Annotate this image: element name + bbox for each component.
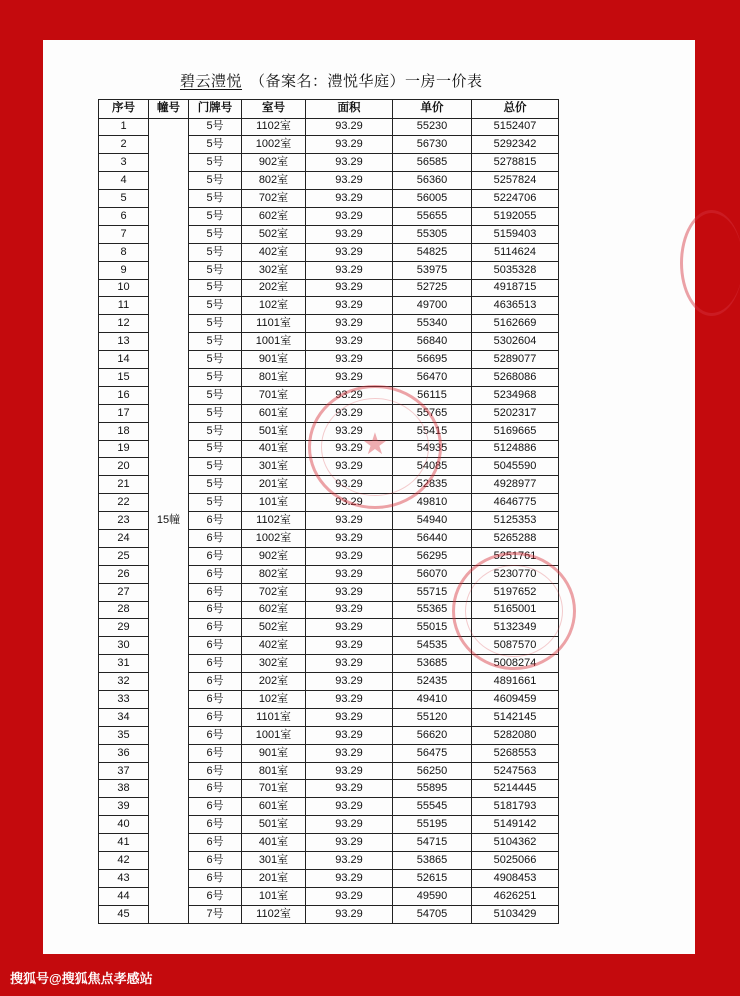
- cell-area: 93.29: [306, 529, 393, 547]
- header-unit-price: 单价: [393, 100, 472, 119]
- cell-seq: 29: [99, 619, 149, 637]
- official-seal-stamp: [452, 552, 576, 670]
- cell-room: 501室: [242, 422, 306, 440]
- cell-seq: 25: [99, 547, 149, 565]
- cell-seq: 9: [99, 261, 149, 279]
- cell-total-price: 5289077: [472, 351, 559, 369]
- cell-area: 93.29: [306, 565, 393, 583]
- cell-unit-price: 55015: [393, 619, 472, 637]
- cell-area: 93.29: [306, 905, 393, 923]
- cell-unit-price: 56585: [393, 154, 472, 172]
- cell-seq: 12: [99, 315, 149, 333]
- cell-unit-price: 54940: [393, 512, 472, 530]
- cell-area: 93.29: [306, 655, 393, 673]
- cell-seq: 17: [99, 404, 149, 422]
- cell-area: 93.29: [306, 816, 393, 834]
- cell-area: 93.29: [306, 225, 393, 243]
- cell-seq: 37: [99, 762, 149, 780]
- cell-area: 93.29: [306, 726, 393, 744]
- cell-seq: 23: [99, 512, 149, 530]
- cell-area: 93.29: [306, 708, 393, 726]
- cell-unit-price: 49410: [393, 691, 472, 709]
- cell-total-price: 5159403: [472, 225, 559, 243]
- cell-total-price: 4609459: [472, 691, 559, 709]
- cell-total-price: 5169665: [472, 422, 559, 440]
- header-seq: 序号: [99, 100, 149, 119]
- cell-door: 5号: [189, 440, 242, 458]
- cell-door: 6号: [189, 619, 242, 637]
- cell-unit-price: 54935: [393, 440, 472, 458]
- cell-seq: 20: [99, 458, 149, 476]
- cell-seq: 24: [99, 529, 149, 547]
- cell-area: 93.29: [306, 601, 393, 619]
- cell-unit-price: 55545: [393, 798, 472, 816]
- cell-total-price: 5152407: [472, 118, 559, 136]
- cell-unit-price: 56005: [393, 190, 472, 208]
- cell-area: 93.29: [306, 154, 393, 172]
- cell-door: 6号: [189, 565, 242, 583]
- cell-unit-price: 53975: [393, 261, 472, 279]
- cell-total-price: 5202317: [472, 404, 559, 422]
- official-seal-stamp: ★: [308, 385, 442, 509]
- cell-seq: 8: [99, 243, 149, 261]
- cell-area: 93.29: [306, 190, 393, 208]
- cell-door: 6号: [189, 780, 242, 798]
- cell-total-price: 5103429: [472, 905, 559, 923]
- cell-total-price: 5214445: [472, 780, 559, 798]
- cell-seq: 44: [99, 887, 149, 905]
- cell-room: 101室: [242, 494, 306, 512]
- cell-area: 93.29: [306, 368, 393, 386]
- cell-door: 5号: [189, 386, 242, 404]
- record-name: （备案名：澧悦华庭）一房一价表: [250, 73, 483, 90]
- cell-unit-price: 49700: [393, 297, 472, 315]
- cell-room: 801室: [242, 762, 306, 780]
- cell-unit-price: 49590: [393, 887, 472, 905]
- cell-building: 15幢: [149, 118, 189, 923]
- cell-room: 1101室: [242, 708, 306, 726]
- cell-seq: 16: [99, 386, 149, 404]
- cell-unit-price: 52615: [393, 869, 472, 887]
- cell-door: 5号: [189, 154, 242, 172]
- price-table: [98, 99, 559, 924]
- cell-seq: 35: [99, 726, 149, 744]
- table-body: [99, 118, 559, 923]
- cell-total-price: 4928977: [472, 476, 559, 494]
- cell-door: 5号: [189, 458, 242, 476]
- cell-total-price: 5025066: [472, 852, 559, 870]
- cell-total-price: 5008274: [472, 655, 559, 673]
- cell-total-price: 5114624: [472, 243, 559, 261]
- cell-area: 93.29: [306, 834, 393, 852]
- cell-room: 602室: [242, 207, 306, 225]
- cell-seq: 21: [99, 476, 149, 494]
- cell-seq: 14: [99, 351, 149, 369]
- document-title: [150, 70, 550, 91]
- cell-seq: 2: [99, 136, 149, 154]
- cell-area: 93.29: [306, 422, 393, 440]
- cell-room: 902室: [242, 547, 306, 565]
- cell-seq: 32: [99, 673, 149, 691]
- cell-seq: 30: [99, 637, 149, 655]
- cell-room: 1101室: [242, 315, 306, 333]
- cell-area: 93.29: [306, 440, 393, 458]
- cell-area: 93.29: [306, 333, 393, 351]
- cell-room: 102室: [242, 297, 306, 315]
- cell-unit-price: 54715: [393, 834, 472, 852]
- cell-seq: 40: [99, 816, 149, 834]
- cell-total-price: 5045590: [472, 458, 559, 476]
- cell-area: 93.29: [306, 673, 393, 691]
- cell-seq: 34: [99, 708, 149, 726]
- table-header-row: [99, 100, 559, 119]
- cell-room: 802室: [242, 565, 306, 583]
- cell-seq: 38: [99, 780, 149, 798]
- cell-room: 401室: [242, 834, 306, 852]
- cell-total-price: 4918715: [472, 279, 559, 297]
- cell-door: 5号: [189, 404, 242, 422]
- cell-unit-price: 52435: [393, 673, 472, 691]
- cell-door: 5号: [189, 118, 242, 136]
- cell-unit-price: 56360: [393, 172, 472, 190]
- cell-total-price: 5197652: [472, 583, 559, 601]
- cell-area: 93.29: [306, 243, 393, 261]
- cell-door: 6号: [189, 852, 242, 870]
- cell-door: 5号: [189, 207, 242, 225]
- cell-seq: 27: [99, 583, 149, 601]
- cell-room: 901室: [242, 744, 306, 762]
- cell-seq: 15: [99, 368, 149, 386]
- cell-seq: 11: [99, 297, 149, 315]
- cell-seq: 28: [99, 601, 149, 619]
- cell-total-price: 5104362: [472, 834, 559, 852]
- cell-room: 102室: [242, 691, 306, 709]
- cell-unit-price: 55415: [393, 422, 472, 440]
- cell-door: 6号: [189, 762, 242, 780]
- cell-seq: 31: [99, 655, 149, 673]
- cell-total-price: 5257824: [472, 172, 559, 190]
- header-total-price: 总价: [472, 100, 559, 119]
- cell-room: 402室: [242, 243, 306, 261]
- watermark-text: 搜狐号@搜狐焦点孝感站: [10, 971, 153, 986]
- cell-total-price: 4908453: [472, 869, 559, 887]
- cell-area: 93.29: [306, 261, 393, 279]
- cell-total-price: 4646775: [472, 494, 559, 512]
- cell-unit-price: 55120: [393, 708, 472, 726]
- cell-total-price: 5247563: [472, 762, 559, 780]
- cell-area: 93.29: [306, 512, 393, 530]
- cell-door: 5号: [189, 172, 242, 190]
- cell-total-price: 4891661: [472, 673, 559, 691]
- cell-area: 93.29: [306, 351, 393, 369]
- cell-room: 702室: [242, 190, 306, 208]
- cell-door: 5号: [189, 368, 242, 386]
- cell-area: 93.29: [306, 172, 393, 190]
- cell-total-price: 5278815: [472, 154, 559, 172]
- cell-unit-price: 53685: [393, 655, 472, 673]
- cell-unit-price: 56115: [393, 386, 472, 404]
- cell-seq: 7: [99, 225, 149, 243]
- official-seal-stamp: [680, 210, 740, 316]
- cell-unit-price: 55895: [393, 780, 472, 798]
- cell-door: 5号: [189, 297, 242, 315]
- cell-seq: 39: [99, 798, 149, 816]
- cell-total-price: 5132349: [472, 619, 559, 637]
- cell-door: 6号: [189, 816, 242, 834]
- cell-area: 93.29: [306, 315, 393, 333]
- cell-area: 93.29: [306, 887, 393, 905]
- cell-room: 1001室: [242, 333, 306, 351]
- cell-room: 802室: [242, 172, 306, 190]
- cell-room: 301室: [242, 852, 306, 870]
- cell-area: 93.29: [306, 386, 393, 404]
- header-door: 门牌号: [189, 100, 242, 119]
- cell-area: 93.29: [306, 798, 393, 816]
- cell-total-price: 5251761: [472, 547, 559, 565]
- cell-door: 5号: [189, 261, 242, 279]
- cell-door: 5号: [189, 225, 242, 243]
- cell-unit-price: 56695: [393, 351, 472, 369]
- cell-room: 1001室: [242, 726, 306, 744]
- cell-seq: 6: [99, 207, 149, 225]
- cell-area: 93.29: [306, 458, 393, 476]
- cell-seq: 19: [99, 440, 149, 458]
- cell-door: 5号: [189, 494, 242, 512]
- cell-room: 701室: [242, 386, 306, 404]
- cell-unit-price: 56730: [393, 136, 472, 154]
- cell-total-price: 5224706: [472, 190, 559, 208]
- cell-door: 5号: [189, 422, 242, 440]
- cell-total-price: 5230770: [472, 565, 559, 583]
- cell-door: 6号: [189, 583, 242, 601]
- cell-door: 6号: [189, 529, 242, 547]
- cell-total-price: 5149142: [472, 816, 559, 834]
- cell-room: 502室: [242, 225, 306, 243]
- cell-door: 5号: [189, 279, 242, 297]
- cell-total-price: 5162669: [472, 315, 559, 333]
- cell-unit-price: 56295: [393, 547, 472, 565]
- cell-door: 5号: [189, 243, 242, 261]
- cell-seq: 42: [99, 852, 149, 870]
- cell-room: 801室: [242, 368, 306, 386]
- cell-room: 901室: [242, 351, 306, 369]
- cell-unit-price: 54825: [393, 243, 472, 261]
- cell-area: 93.29: [306, 744, 393, 762]
- project-name: 碧云澧悦: [180, 73, 243, 90]
- cell-door: 6号: [189, 869, 242, 887]
- cell-unit-price: 54535: [393, 637, 472, 655]
- cell-door: 6号: [189, 673, 242, 691]
- cell-unit-price: 56070: [393, 565, 472, 583]
- cell-seq: 13: [99, 333, 149, 351]
- cell-area: 93.29: [306, 869, 393, 887]
- cell-door: 6号: [189, 691, 242, 709]
- cell-unit-price: 55305: [393, 225, 472, 243]
- cell-unit-price: 56475: [393, 744, 472, 762]
- cell-total-price: 5181793: [472, 798, 559, 816]
- cell-door: 6号: [189, 887, 242, 905]
- cell-unit-price: 55765: [393, 404, 472, 422]
- cell-unit-price: 53865: [393, 852, 472, 870]
- cell-seq: 10: [99, 279, 149, 297]
- cell-door: 6号: [189, 726, 242, 744]
- cell-door: 6号: [189, 637, 242, 655]
- cell-door: 7号: [189, 905, 242, 923]
- cell-area: 93.29: [306, 637, 393, 655]
- cell-seq: 1: [99, 118, 149, 136]
- cell-unit-price: 55340: [393, 315, 472, 333]
- cell-area: 93.29: [306, 494, 393, 512]
- cell-door: 5号: [189, 190, 242, 208]
- cell-seq: 41: [99, 834, 149, 852]
- header-building: 幢号: [149, 100, 189, 119]
- cell-area: 93.29: [306, 476, 393, 494]
- cell-area: 93.29: [306, 207, 393, 225]
- cell-door: 6号: [189, 708, 242, 726]
- cell-unit-price: 56470: [393, 368, 472, 386]
- cell-unit-price: 55715: [393, 583, 472, 601]
- cell-room: 1102室: [242, 118, 306, 136]
- cell-seq: 4: [99, 172, 149, 190]
- cell-room: 502室: [242, 619, 306, 637]
- cell-area: 93.29: [306, 279, 393, 297]
- cell-seq: 33: [99, 691, 149, 709]
- cell-total-price: 5124886: [472, 440, 559, 458]
- cell-unit-price: 52835: [393, 476, 472, 494]
- cell-room: 202室: [242, 673, 306, 691]
- cell-unit-price: 55195: [393, 816, 472, 834]
- cell-area: 93.29: [306, 118, 393, 136]
- cell-area: 93.29: [306, 619, 393, 637]
- cell-area: 93.29: [306, 780, 393, 798]
- cell-area: 93.29: [306, 583, 393, 601]
- cell-door: 5号: [189, 136, 242, 154]
- cell-door: 5号: [189, 476, 242, 494]
- cell-total-price: 5125353: [472, 512, 559, 530]
- cell-total-price: 5282080: [472, 726, 559, 744]
- cell-seq: 22: [99, 494, 149, 512]
- cell-door: 5号: [189, 333, 242, 351]
- cell-area: 93.29: [306, 136, 393, 154]
- cell-room: 501室: [242, 816, 306, 834]
- cell-room: 401室: [242, 440, 306, 458]
- cell-seq: 26: [99, 565, 149, 583]
- cell-unit-price: 55230: [393, 118, 472, 136]
- cell-room: 701室: [242, 780, 306, 798]
- cell-door: 6号: [189, 601, 242, 619]
- cell-door: 6号: [189, 512, 242, 530]
- cell-area: 93.29: [306, 297, 393, 315]
- cell-total-price: 5265288: [472, 529, 559, 547]
- cell-unit-price: 54085: [393, 458, 472, 476]
- cell-area: 93.29: [306, 691, 393, 709]
- cell-seq: 5: [99, 190, 149, 208]
- cell-unit-price: 52725: [393, 279, 472, 297]
- cell-room: 301室: [242, 458, 306, 476]
- cell-total-price: 5268086: [472, 368, 559, 386]
- cell-seq: 36: [99, 744, 149, 762]
- cell-room: 1002室: [242, 529, 306, 547]
- cell-door: 6号: [189, 798, 242, 816]
- cell-room: 1102室: [242, 512, 306, 530]
- cell-seq: 45: [99, 905, 149, 923]
- cell-total-price: 5268553: [472, 744, 559, 762]
- cell-total-price: 4636513: [472, 297, 559, 315]
- cell-unit-price: 54705: [393, 905, 472, 923]
- cell-room: 702室: [242, 583, 306, 601]
- cell-area: 93.29: [306, 762, 393, 780]
- cell-door: 6号: [189, 834, 242, 852]
- cell-room: 601室: [242, 404, 306, 422]
- cell-room: 902室: [242, 154, 306, 172]
- cell-door: 5号: [189, 315, 242, 333]
- cell-total-price: 5292342: [472, 136, 559, 154]
- cell-total-price: 5192055: [472, 207, 559, 225]
- cell-area: 93.29: [306, 547, 393, 565]
- cell-door: 6号: [189, 655, 242, 673]
- cell-total-price: 5302604: [472, 333, 559, 351]
- table-row: [99, 118, 559, 136]
- cell-room: 601室: [242, 798, 306, 816]
- cell-total-price: 5035328: [472, 261, 559, 279]
- cell-area: 93.29: [306, 404, 393, 422]
- cell-unit-price: 56250: [393, 762, 472, 780]
- cell-room: 1002室: [242, 136, 306, 154]
- cell-unit-price: 56620: [393, 726, 472, 744]
- cell-room: 101室: [242, 887, 306, 905]
- cell-seq: 43: [99, 869, 149, 887]
- cell-door: 6号: [189, 547, 242, 565]
- cell-unit-price: 49810: [393, 494, 472, 512]
- cell-unit-price: 56840: [393, 333, 472, 351]
- cell-seq: 18: [99, 422, 149, 440]
- cell-total-price: 5234968: [472, 386, 559, 404]
- header-room: 室号: [242, 100, 306, 119]
- cell-door: 5号: [189, 351, 242, 369]
- cell-unit-price: 56440: [393, 529, 472, 547]
- cell-unit-price: 55655: [393, 207, 472, 225]
- cell-room: 302室: [242, 261, 306, 279]
- cell-room: 201室: [242, 476, 306, 494]
- cell-seq: 3: [99, 154, 149, 172]
- header-area: 面积: [306, 100, 393, 119]
- cell-room: 1102室: [242, 905, 306, 923]
- cell-area: 93.29: [306, 852, 393, 870]
- cell-room: 402室: [242, 637, 306, 655]
- cell-room: 602室: [242, 601, 306, 619]
- cell-total-price: 5087570: [472, 637, 559, 655]
- cell-total-price: 4626251: [472, 887, 559, 905]
- cell-room: 202室: [242, 279, 306, 297]
- cell-unit-price: 55365: [393, 601, 472, 619]
- cell-room: 201室: [242, 869, 306, 887]
- cell-total-price: 5142145: [472, 708, 559, 726]
- cell-room: 302室: [242, 655, 306, 673]
- cell-door: 6号: [189, 744, 242, 762]
- cell-total-price: 5165001: [472, 601, 559, 619]
